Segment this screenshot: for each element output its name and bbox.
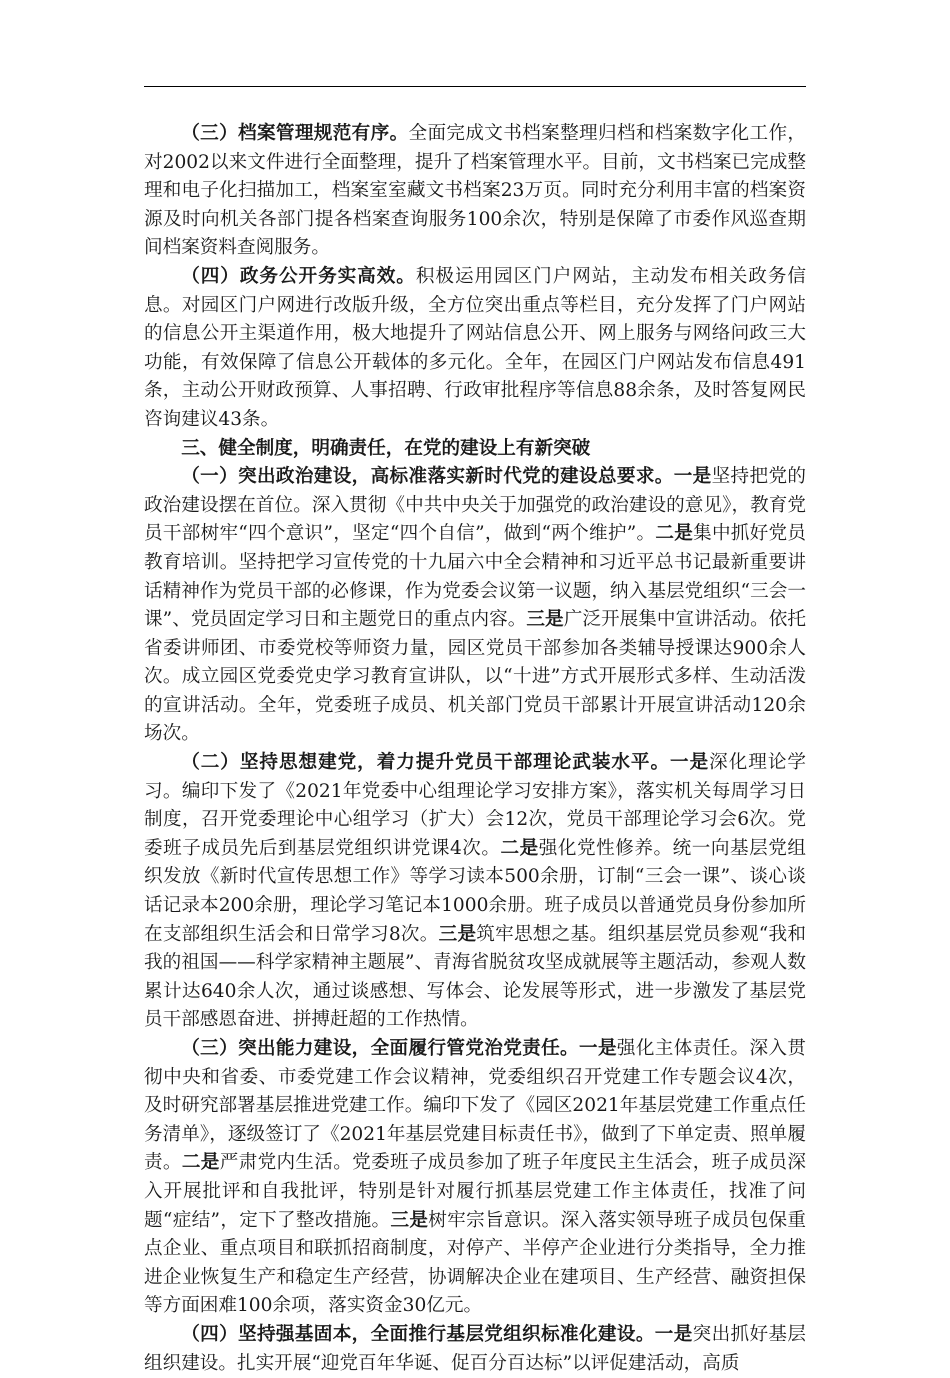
paragraph-government-affairs	[144, 263, 806, 435]
point-text: 严肃党内生活。党委班子成员参加了班子年度民主生活会，班子成员深入开展批评和自我批评，特别是针对履行抓基层党建工作主体责任，找准了问题“症结”，定下了整改措施。	[144, 1152, 806, 1231]
paragraph-text: 全面完成文书档案整理归档和档案数字化工作，对2002以来文件进行全面整理，提升了档案管理水平。目前，文书档案已完成整理和电子化扫描加工，档案室室藏文书档案23万页。同时充分利用丰富的档案资源及时向机关各部门提各档案查询服务100余次，特别是保障了市委作风巡查期间档案资料查阅服务。	[144, 123, 806, 259]
point-marker: 三是	[526, 609, 564, 631]
point-text: 坚持把党的政治建设摆在首位。深入贯彻《中共中央关于加强党的政治建设的意见》，教育党员干部树牢“四个意识”，坚定“四个自信”，做到“两个维护”。	[144, 466, 806, 545]
paragraph-archives	[144, 120, 806, 263]
paragraph-lead: （三）突出能力建设，全面履行管党治党责任。	[181, 1038, 579, 1059]
paragraph-grassroots-building	[144, 1321, 806, 1378]
point-text: 树牢宗旨意识。深入落实领导班子成员包保重点企业、重点项目和联抓招商制度，对停产、半停产企业进行分类指导，全力推进企业恢复生产和稳定生产经营，协调解决企业在建项目、生产经营、融资担保等方面困难100余项，落实资金30亿元。	[144, 1209, 806, 1317]
point-text: 突出抓好基层组织建设。扎实开展“迎党百年华诞、促百分百达标”以评促建活动，高质	[144, 1323, 806, 1374]
paragraph-lead: （四）政务公开务实高效。	[181, 265, 416, 287]
point-text: 广泛开展集中宣讲活动。依托省委讲师团、市委党校等师资力量，园区党员干部参加各类辅导授课达900余人次。成立园区党委党史学习教育宣讲队，以“十进”方式开展形式多样、生动活泼的宣讲活动。全年，党委班子成员、机关部门党员干部累计开展宣讲活动120余场次。	[144, 609, 806, 745]
point-text: 强化党性修养。统一向基层党组织发放《新时代宣传思想工作》等学习读本500余册，订制“三会一课”、谈心谈话记录本200余册，理论学习笔记本1000余册。班子成员以普通党员身份参加所在支部组织生活会和日常学习8次。	[144, 837, 806, 945]
point-marker: 一是	[673, 466, 712, 488]
paragraph-ideological-building	[144, 749, 806, 1035]
point-marker: 二是	[181, 1152, 220, 1174]
point-text: 集中抓好党员教育培训。坚持把学习宣传党的十九届六中全会精神和习近平总书记最新重要讲话精神作为党员干部的必修课，作为党委会议第一议题，纳入基层党组织“三会一课”、党员固定学习日和主题党日的重点内容。	[144, 523, 806, 631]
document-body	[144, 120, 806, 1378]
section-heading-text: 三、健全制度，明确责任，在党的建设上有新突破	[181, 437, 591, 459]
paragraph-lead: （二）坚持思想建党，着力提升党员干部理论武装水平。	[181, 752, 671, 774]
point-marker: 三是	[390, 1209, 429, 1231]
point-text: 深化理论学习。编印下发了《2021年党委中心组理论学习安排方案》，落实机关每周学习日制度，召开党委理论中心组学习（扩大）会12次，党员干部理论学习会6次。党委班子成员先后到基层党组织讲党课4次。	[144, 752, 806, 859]
point-marker: 二是	[500, 837, 539, 859]
paragraph-capability-building	[144, 1035, 806, 1321]
point-marker: 三是	[438, 923, 477, 945]
paragraph-political-building	[144, 463, 806, 749]
header-rule	[144, 86, 806, 87]
paragraph-lead: （三）档案管理规范有序。	[181, 123, 409, 144]
section-heading	[144, 435, 806, 464]
paragraph-text: 积极运用园区门户网站，主动发布相关政务信息。对园区门户网进行改版升级，全方位突出重点等栏目，充分发挥了门户网站的信息公开主渠道作用，极大地提升了网站信息公开、网上服务与网络问政三大功能，有效保障了信息公开载体的多元化。全年，在园区门户网站发布信息491条，主动公开财政预算、人事招聘、行政审批程序等信息88余条，及时答复网民咨询建议43条。	[144, 265, 806, 430]
point-marker: 一是	[670, 752, 710, 774]
point-marker: 二是	[655, 523, 694, 545]
point-text: 强化主体责任。深入贯彻中央和省委、市委党建工作会议精神，党委组织召开党建工作专题会议4次，及时研究部署基层推进党建工作。编印下发了《园区2021年基层党建工作重点任务清单》，逐级签订了《2021年基层党建目标责任书》，做到了下单定责、照单履责。	[144, 1038, 806, 1174]
point-marker: 一是	[654, 1323, 693, 1345]
paragraph-lead: （一）突出政治建设，高标准落实新时代党的建设总要求。	[181, 466, 674, 488]
point-marker: 一是	[579, 1038, 617, 1059]
paragraph-lead: （四）坚持强基固本，全面推行基层党组织标准化建设。	[181, 1323, 655, 1345]
point-text: 筑牢思想之基。组织基层党员参观“我和我的祖国——科学家精神主题展”、青海省脱贫攻坚成就展等主题活动，参观人数累计达640余人次，通过谈感想、写体会、论发展等形式，进一步激发了基层党员干部感恩奋进、拼搏赶超的工作热情。	[144, 923, 806, 1031]
